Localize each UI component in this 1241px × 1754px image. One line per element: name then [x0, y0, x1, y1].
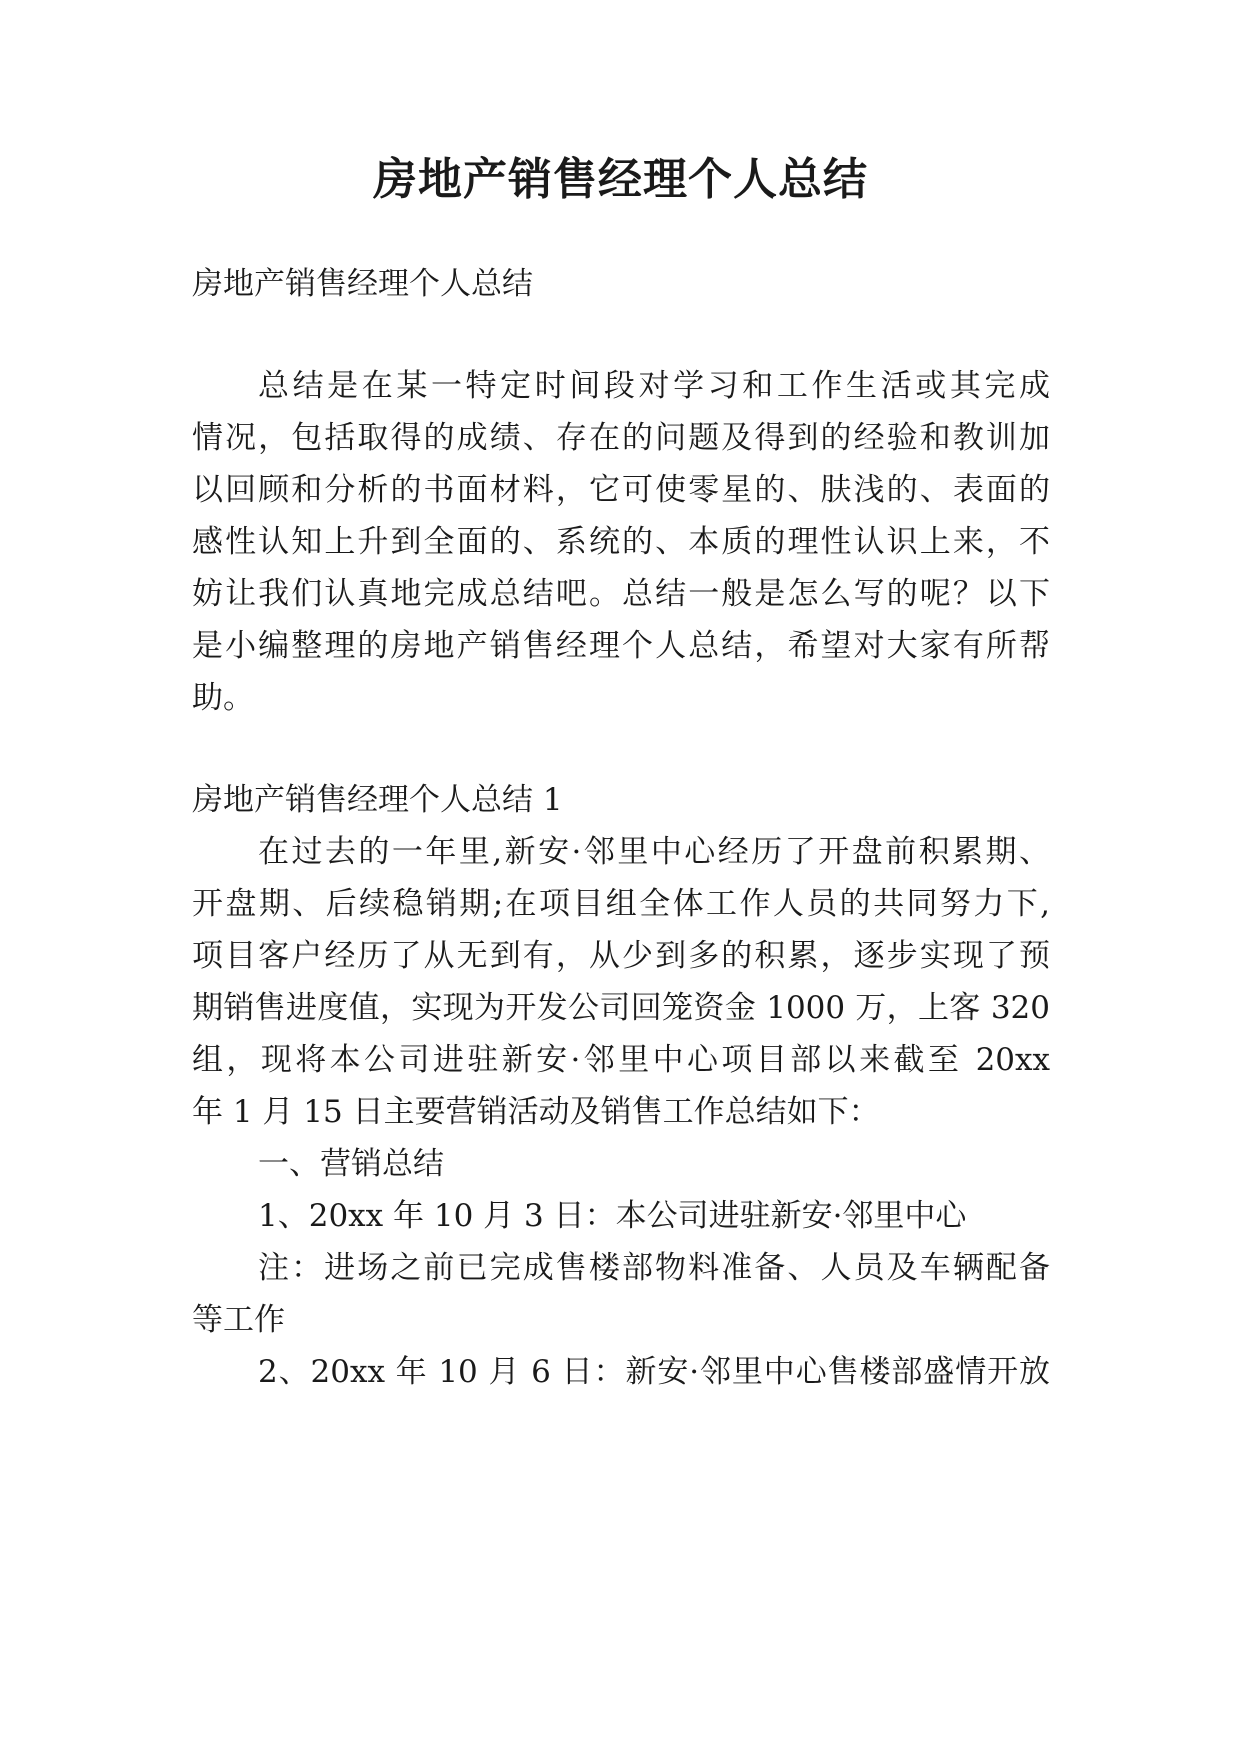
subtitle: 房地产销售经理个人总结	[192, 266, 533, 302]
list-item: 1、20xx 年 10 月 3 日：本公司进驻新安·邻里中心	[258, 1198, 967, 1234]
marketing-heading: 一、营销总结	[258, 1146, 444, 1182]
intro-line: 妨让我们认真地完成总结吧。总结一般是怎么写的呢？以下	[192, 576, 1050, 612]
section1-line: 年 1 月 15 日主要营销活动及销售工作总结如下：	[192, 1094, 880, 1130]
document-title: 房地产销售经理个人总结	[373, 154, 868, 205]
intro-line: 助。	[192, 680, 254, 716]
intro-line: 感性认知上升到全面的、系统的、本质的理性认识上来，不	[192, 524, 1050, 560]
intro-line: 总结是在某一特定时间段对学习和工作生活或其完成	[258, 368, 1050, 404]
section1-line: 开盘期、后续稳销期;在项目组全体工作人员的共同努力下,	[192, 886, 1050, 922]
section1-line: 项目客户经历了从无到有，从少到多的积累，逐步实现了预	[192, 938, 1050, 974]
intro-line: 是小编整理的房地产销售经理个人总结，希望对大家有所帮	[192, 628, 1050, 664]
section1-line: 组，现将本公司进驻新安·邻里中心项目部以来截至 20xx	[192, 1042, 1050, 1078]
section1-line: 期销售进度值，实现为开发公司回笼资金 1000 万，上客 320	[192, 990, 1050, 1026]
section1-line: 在过去的一年里,新安·邻里中心经历了开盘前积累期、	[258, 834, 1050, 870]
list-item: 2、20xx 年 10 月 6 日：新安·邻里中心售楼部盛情开放	[258, 1354, 1050, 1390]
intro-line: 情况，包括取得的成绩、存在的问题及得到的经验和教训加	[192, 420, 1050, 456]
intro-line: 以回顾和分析的书面材料，它可使零星的、肤浅的、表面的	[192, 472, 1050, 508]
section-heading: 房地产销售经理个人总结 1	[192, 782, 563, 818]
note-line: 等工作	[192, 1302, 285, 1338]
note-line: 注：进场之前已完成售楼部物料准备、人员及车辆配备	[258, 1250, 1050, 1286]
